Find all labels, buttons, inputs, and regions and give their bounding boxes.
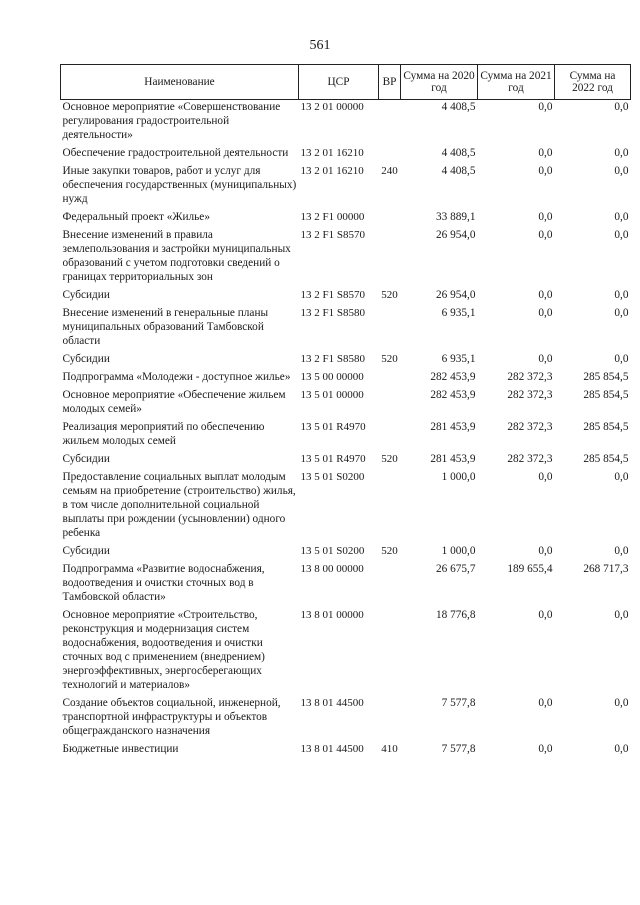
row-vr	[379, 696, 401, 742]
row-csr: 13 5 01 S0200	[300, 471, 365, 483]
row-sum-2020: 282 453,9	[430, 371, 476, 383]
row-sum-2022: 0,0	[614, 147, 629, 159]
row-name: Подпрограмма «Развитие водоснабжения, водоотведения и очистки сточных вод в Тамбовской области»	[62, 563, 265, 603]
row-sum-2020: 281 453,9	[430, 421, 476, 433]
row-vr	[379, 146, 401, 164]
row-vr	[379, 228, 401, 288]
row-sum-2020: 26 954,0	[435, 229, 476, 241]
table-row	[61, 228, 631, 288]
row-sum-2022: 0,0	[614, 471, 629, 483]
row-sum-2021: 0,0	[538, 697, 553, 709]
row-csr: 13 8 01 44500	[300, 697, 364, 709]
row-vr	[379, 306, 401, 352]
row-vr	[379, 388, 401, 420]
row-sum-2021: 0,0	[538, 353, 553, 365]
row-sum-2021: 0,0	[538, 229, 553, 241]
row-name: Основное мероприятие «Совершенствование регулирования градостроительной деятельности»	[62, 101, 281, 141]
table-row	[61, 100, 631, 147]
row-sum-2020: 282 453,9	[430, 389, 476, 401]
row-csr: 13 8 00 00000	[300, 563, 364, 575]
row-sum-2020: 6 935,1	[441, 307, 476, 319]
table-row	[61, 352, 631, 370]
row-csr: 13 2 01 16210	[300, 147, 364, 159]
table-row	[61, 452, 631, 470]
row-sum-2020: 1 000,0	[441, 471, 476, 483]
table-row	[61, 370, 631, 388]
row-sum-2021: 0,0	[538, 147, 553, 159]
row-name: Субсидии	[62, 289, 110, 301]
row-csr: 13 5 01 R4970	[300, 421, 366, 433]
table-row	[61, 420, 631, 452]
row-sum-2021: 0,0	[538, 289, 553, 301]
table-row	[61, 288, 631, 306]
row-vr: 410	[381, 743, 398, 755]
header-csr: ЦСР	[299, 65, 379, 100]
row-sum-2022: 0,0	[614, 165, 629, 177]
header-sum-2021: Сумма на 2021 год	[478, 65, 555, 100]
table-row	[61, 306, 631, 352]
row-sum-2021: 0,0	[538, 743, 553, 755]
budget-table	[60, 64, 631, 760]
row-csr: 13 2 F1 00000	[300, 211, 365, 223]
row-sum-2021: 189 655,4	[507, 563, 553, 575]
table-row	[61, 470, 631, 544]
table-row	[61, 164, 631, 210]
row-vr	[379, 562, 401, 608]
row-vr: 520	[381, 289, 398, 301]
row-vr	[379, 608, 401, 696]
row-sum-2022: 0,0	[614, 101, 629, 113]
row-name: Иные закупки товаров, работ и услуг для обеспечения государственных (муниципальных) нужд	[62, 165, 297, 205]
table-row	[61, 608, 631, 696]
table-row	[61, 562, 631, 608]
row-name: Создание объектов социальной, инженерной, транспортной инфраструктуры и объектов общегражданского назначения	[62, 697, 281, 737]
row-sum-2022: 0,0	[614, 743, 629, 755]
row-vr	[379, 210, 401, 228]
row-sum-2022: 0,0	[614, 697, 629, 709]
table-body	[61, 100, 631, 761]
row-sum-2020: 7 577,8	[441, 743, 476, 755]
row-vr	[379, 100, 401, 147]
row-sum-2022: 285 854,5	[583, 453, 629, 465]
row-sum-2022: 0,0	[614, 307, 629, 319]
row-vr: 520	[381, 545, 398, 557]
row-sum-2021: 0,0	[538, 101, 553, 113]
row-sum-2020: 7 577,8	[441, 697, 476, 709]
row-name: Реализация мероприятий по обеспечению жильем молодых семей	[62, 421, 265, 447]
row-name: Субсидии	[62, 453, 110, 465]
row-name: Предоставление социальных выплат молодым семьям на приобретение (строительство) жилья, в том числе дополнительной социальной выплаты при рождении (усыновлении) одного ребенка	[62, 471, 296, 539]
row-sum-2022: 0,0	[614, 289, 629, 301]
row-csr: 13 2 F1 S8570	[300, 229, 365, 241]
row-vr: 240	[381, 165, 398, 177]
row-csr: 13 5 00 00000	[300, 371, 364, 383]
table-row	[61, 146, 631, 164]
row-sum-2021: 282 372,3	[507, 371, 553, 383]
row-vr	[379, 470, 401, 544]
row-vr	[379, 420, 401, 452]
row-sum-2022: 0,0	[614, 545, 629, 557]
row-sum-2022: 285 854,5	[583, 389, 629, 401]
row-csr: 13 2 01 16210	[300, 165, 364, 177]
row-csr: 13 2 F1 S8570	[300, 289, 365, 301]
row-sum-2020: 4 408,5	[441, 147, 476, 159]
row-name: Бюджетные инвестиции	[62, 743, 179, 755]
row-vr: 520	[381, 353, 398, 365]
row-vr: 520	[381, 453, 398, 465]
row-sum-2022: 268 717,3	[583, 563, 629, 575]
header-row	[61, 65, 631, 100]
row-csr: 13 8 01 44500	[300, 743, 364, 755]
row-name: Внесение изменений в правила землепользования и застройки муниципальных образований с учетом подготовки сведений о границах территориальных зон	[62, 229, 291, 283]
row-sum-2020: 18 776,8	[435, 609, 476, 621]
row-sum-2022: 0,0	[614, 609, 629, 621]
row-sum-2022: 0,0	[614, 229, 629, 241]
row-sum-2021: 0,0	[538, 471, 553, 483]
row-sum-2020: 33 889,1	[435, 211, 476, 223]
row-name: Основное мероприятие «Обеспечение жильем молодых семей»	[62, 389, 286, 415]
table-header	[61, 65, 631, 100]
row-csr: 13 2 F1 S8580	[300, 353, 365, 365]
row-name: Федеральный проект «Жилье»	[62, 211, 210, 223]
row-name: Подпрограмма «Молодежи - доступное жилье»	[62, 371, 291, 383]
row-sum-2020: 281 453,9	[430, 453, 476, 465]
row-name: Субсидии	[62, 545, 110, 557]
row-sum-2021: 0,0	[538, 211, 553, 223]
row-sum-2022: 0,0	[614, 211, 629, 223]
row-sum-2021: 0,0	[538, 609, 553, 621]
table-row	[61, 696, 631, 742]
row-name: Субсидии	[62, 353, 110, 365]
row-csr: 13 5 01 00000	[300, 389, 364, 401]
row-sum-2021: 282 372,3	[507, 389, 553, 401]
row-csr: 13 2 F1 S8580	[300, 307, 365, 319]
table-row	[61, 388, 631, 420]
row-sum-2021: 282 372,3	[507, 421, 553, 433]
header-name: Наименование	[61, 65, 299, 100]
table-row	[61, 210, 631, 228]
row-sum-2020: 4 408,5	[441, 101, 476, 113]
row-sum-2020: 6 935,1	[441, 353, 476, 365]
row-sum-2020: 4 408,5	[441, 165, 476, 177]
row-sum-2020: 26 675,7	[435, 563, 476, 575]
table-row	[61, 544, 631, 562]
row-sum-2021: 0,0	[538, 165, 553, 177]
row-vr	[379, 370, 401, 388]
row-sum-2022: 285 854,5	[583, 421, 629, 433]
header-vr: ВР	[379, 65, 401, 100]
row-csr: 13 5 01 R4970	[300, 453, 366, 465]
row-name: Основное мероприятие «Строительство, реконструкция и модернизация систем водоснабжения, водоотведения и очистки сточных вод с применением (внедрением) энергоэффективных, энергосберегающих технологий и материалов»	[62, 609, 265, 691]
row-sum-2021: 0,0	[538, 307, 553, 319]
row-sum-2020: 1 000,0	[441, 545, 476, 557]
row-sum-2022: 0,0	[614, 353, 629, 365]
header-sum-2020: Сумма на 2020 год	[401, 65, 478, 100]
header-sum-2022: Сумма на 2022 год	[555, 65, 631, 100]
row-sum-2020: 26 954,0	[435, 289, 476, 301]
row-sum-2022: 285 854,5	[583, 371, 629, 383]
row-name: Внесение изменений в генеральные планы муниципальных образований Тамбовской области	[62, 307, 269, 347]
row-name: Обеспечение градостроительной деятельности	[62, 147, 289, 159]
row-csr: 13 5 01 S0200	[300, 545, 365, 557]
table-row	[61, 742, 631, 760]
row-csr: 13 8 01 00000	[300, 609, 364, 621]
page-number: 561	[309, 38, 331, 53]
row-csr: 13 2 01 00000	[300, 101, 364, 113]
row-sum-2021: 282 372,3	[507, 453, 553, 465]
row-sum-2021: 0,0	[538, 545, 553, 557]
